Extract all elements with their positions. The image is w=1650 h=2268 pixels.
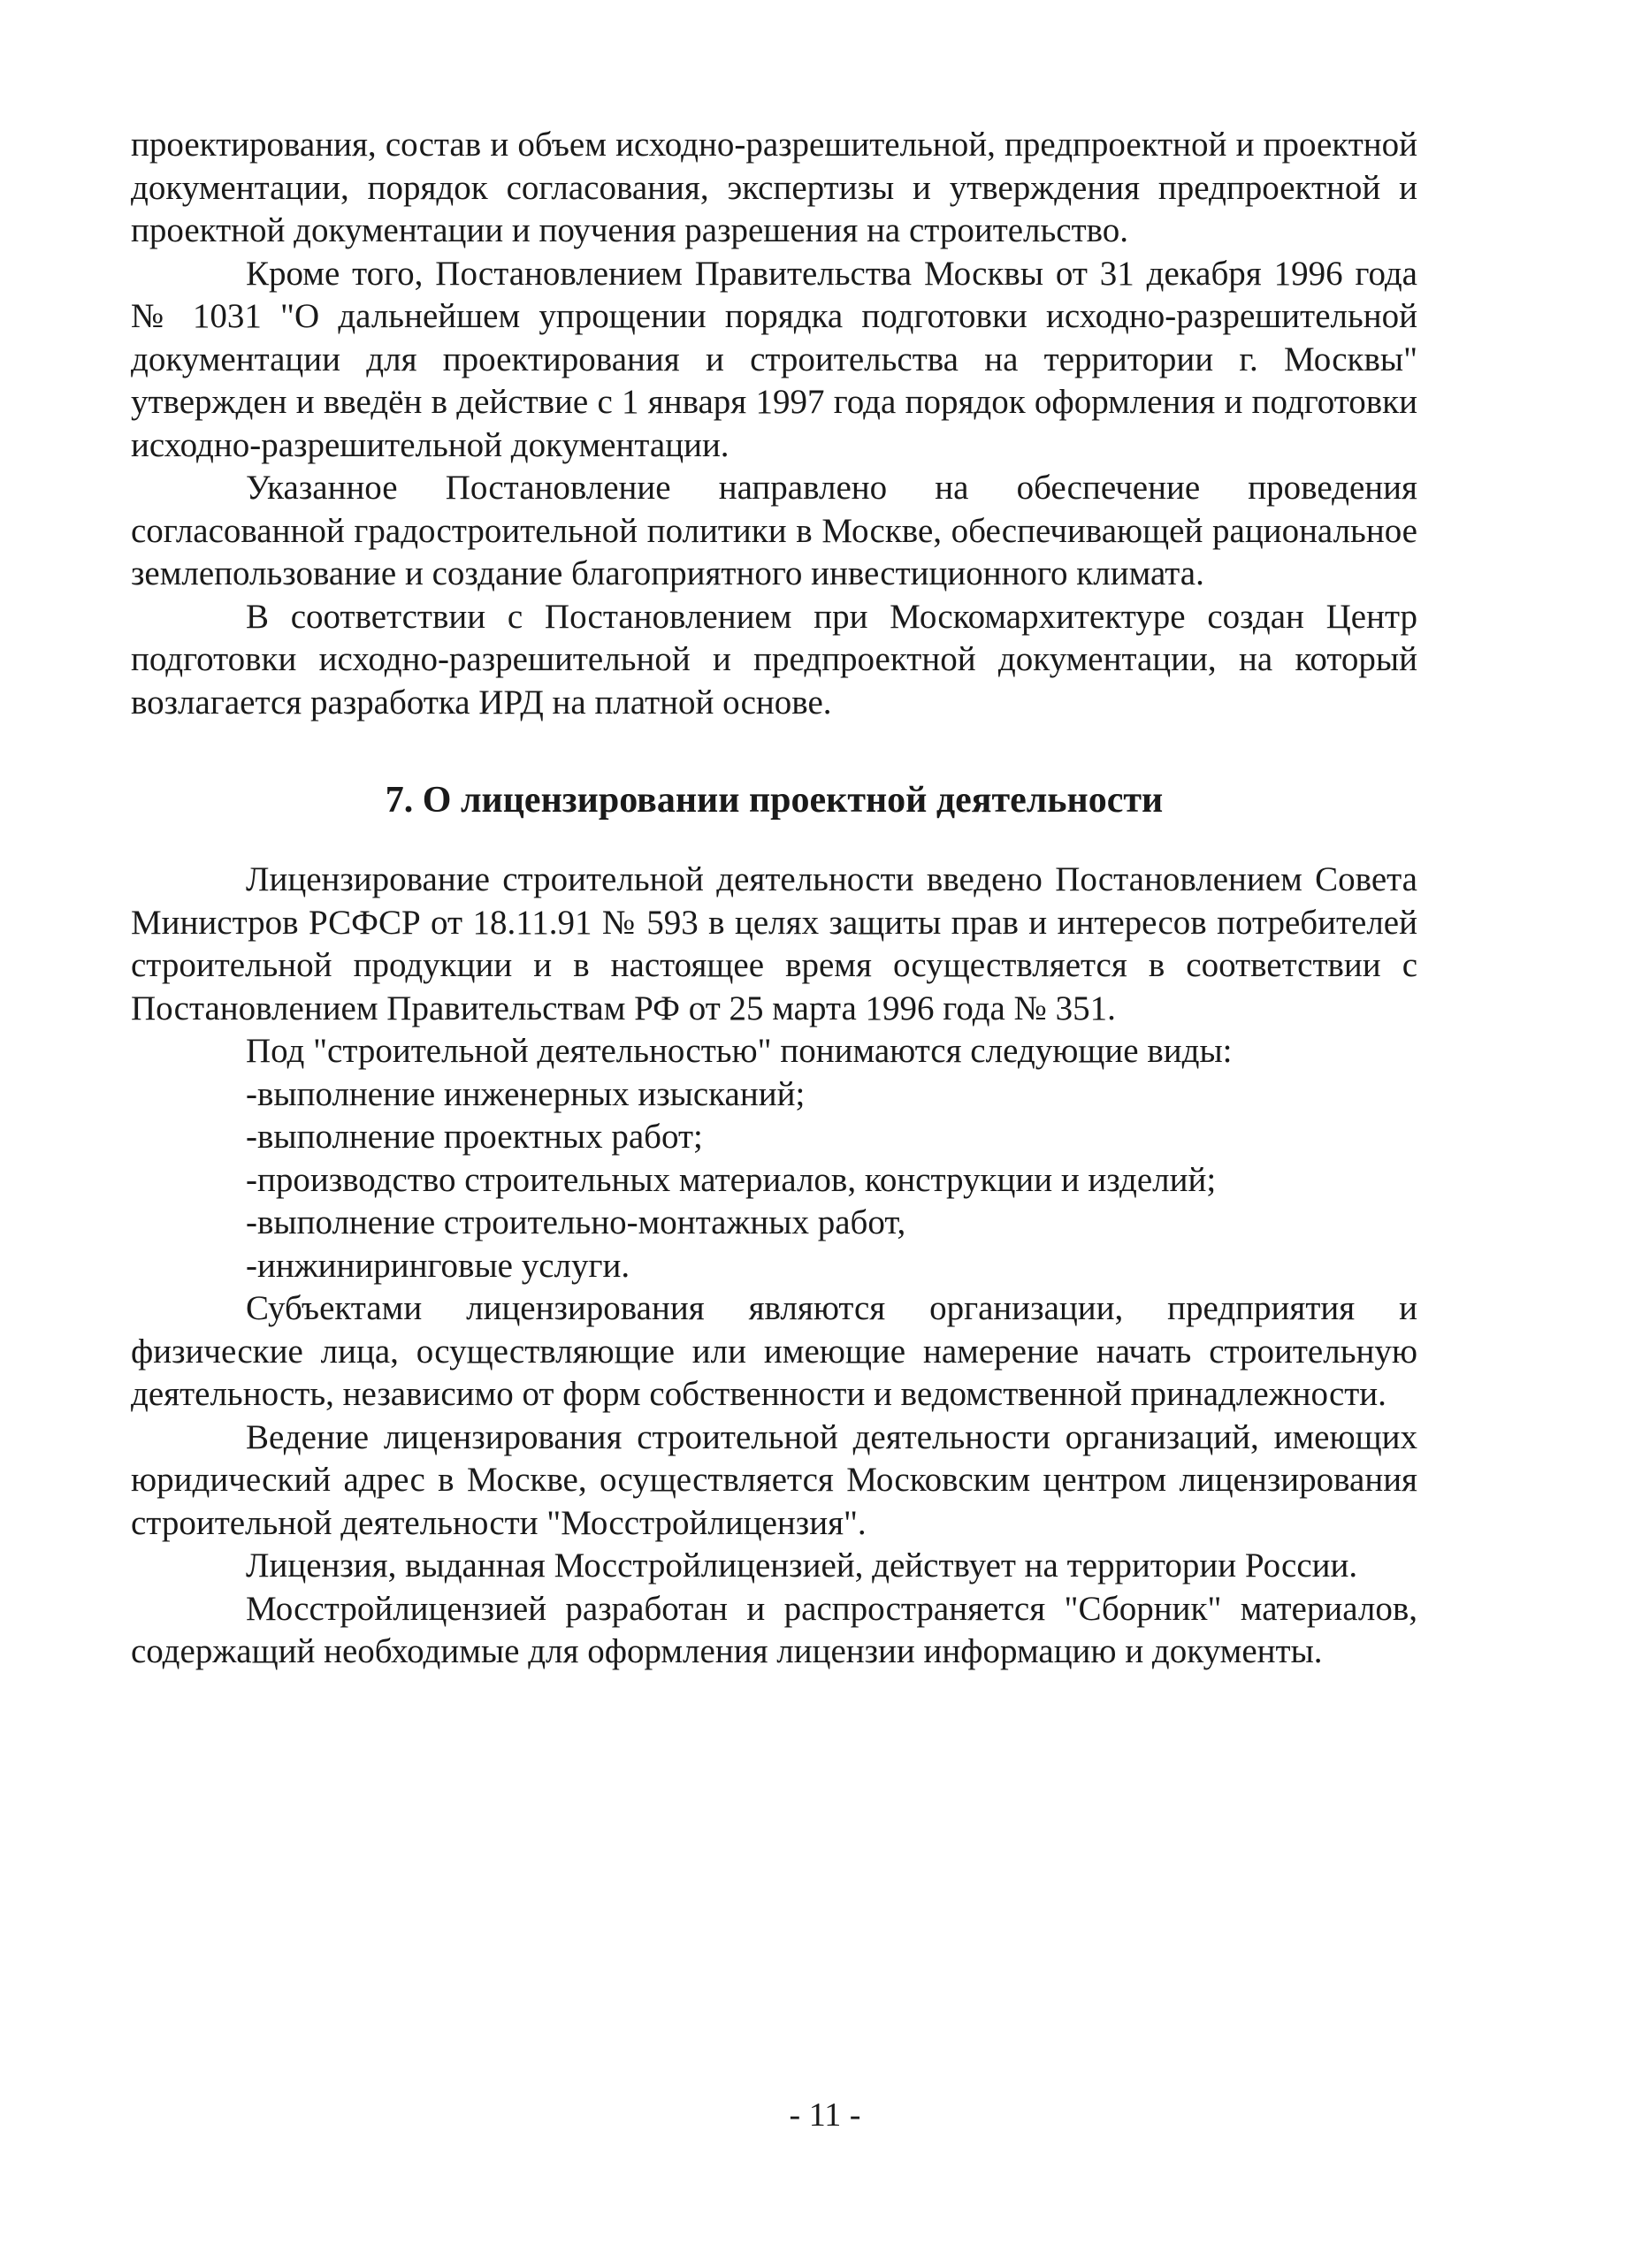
paragraph-resolution-1031: Кроме того, Постановлением Правительства Москвы от 31 декабря 1996 года № 1031 "О дальнейшем упрощении порядка подготовки исходно-разрешительной документации для проектирования и строительства на территории г. Москвы" утвержден и введён в действие с 1 января 1997 года порядок оформления и подготовки исходно-разрешительной документации. [131,254,1417,464]
paragraph-center-created: В соответствии с Постановлением при Москомархитектуре создан Центр подготовки исходно-разрешительной и предпроектной документации, на который возлагается разработка ИРД на платной основе. [131,597,1417,722]
paragraph-licensing-subjects: Субъектами лицензирования являются организации, предприятия и физические лица, осуществляющие или имеющие намерение начать строительную деятельность, независимо от форм собственности и ведомственной принадлежности. [131,1289,1417,1413]
paragraph-moscow-center: Ведение лицензирования строительной деятельности организаций, имеющих юридический адрес в Москве, осуществляется Московским центром лицензирования строительной деятельности "Мосстройлицензия". [131,1417,1417,1542]
activity-item: -инжиниринговые услуги. [246,1246,630,1285]
activity-item: -выполнение строительно-монтажных работ, [246,1203,906,1241]
activities-intro: Под "строительной деятельностью" понимаются следующие виды: [246,1032,1233,1070]
section-title: 7. О лицензировании проектной деятельности [385,780,1164,821]
page-number: - 11 - [789,2096,861,2134]
paragraph-licensing-intro: Лицензирование строительной деятельности введено Постановлением Совета Министров РСФСР от 18.11.91 № 593 в целях защиты прав и интересов потребителей строительной продукции и в настоящее время осуществляется в соответствии с Постановлением Правительствам РФ от 25 марта 1996 года № 351. [131,860,1417,1027]
paragraph-collection: Мосстройлицензией разработан и распространяется "Сборник" материалов, содержащий необходимые для оформления лицензии информацию и документы. [131,1589,1417,1670]
paragraph-resolution-purpose: Указанное Постановление направлено на обеспечение проведения согласованной градостроительной политики в Москве, обеспечивающей рациональное землепользование и создание благоприятного инвестиционного климата. [131,469,1417,592]
paragraph-license-validity: Лицензия, выданная Мосстройлицензией, действует на территории России. [246,1546,1358,1585]
activity-item: -выполнение инженерных изысканий; [246,1074,806,1113]
paragraph-continuation: проектирования, состав и объем исходно-разрешительной, предпроектной и проектной документации, порядок согласования, экспертизы и утверждения предпроектной и проектной документации и поучения разрешения на строительство. [131,126,1417,249]
activity-item: -производство строительных материалов, конструкции и изделий; [246,1160,1217,1199]
activity-item: -выполнение проектных работ; [246,1118,703,1156]
document-page [131,124,1417,1674]
